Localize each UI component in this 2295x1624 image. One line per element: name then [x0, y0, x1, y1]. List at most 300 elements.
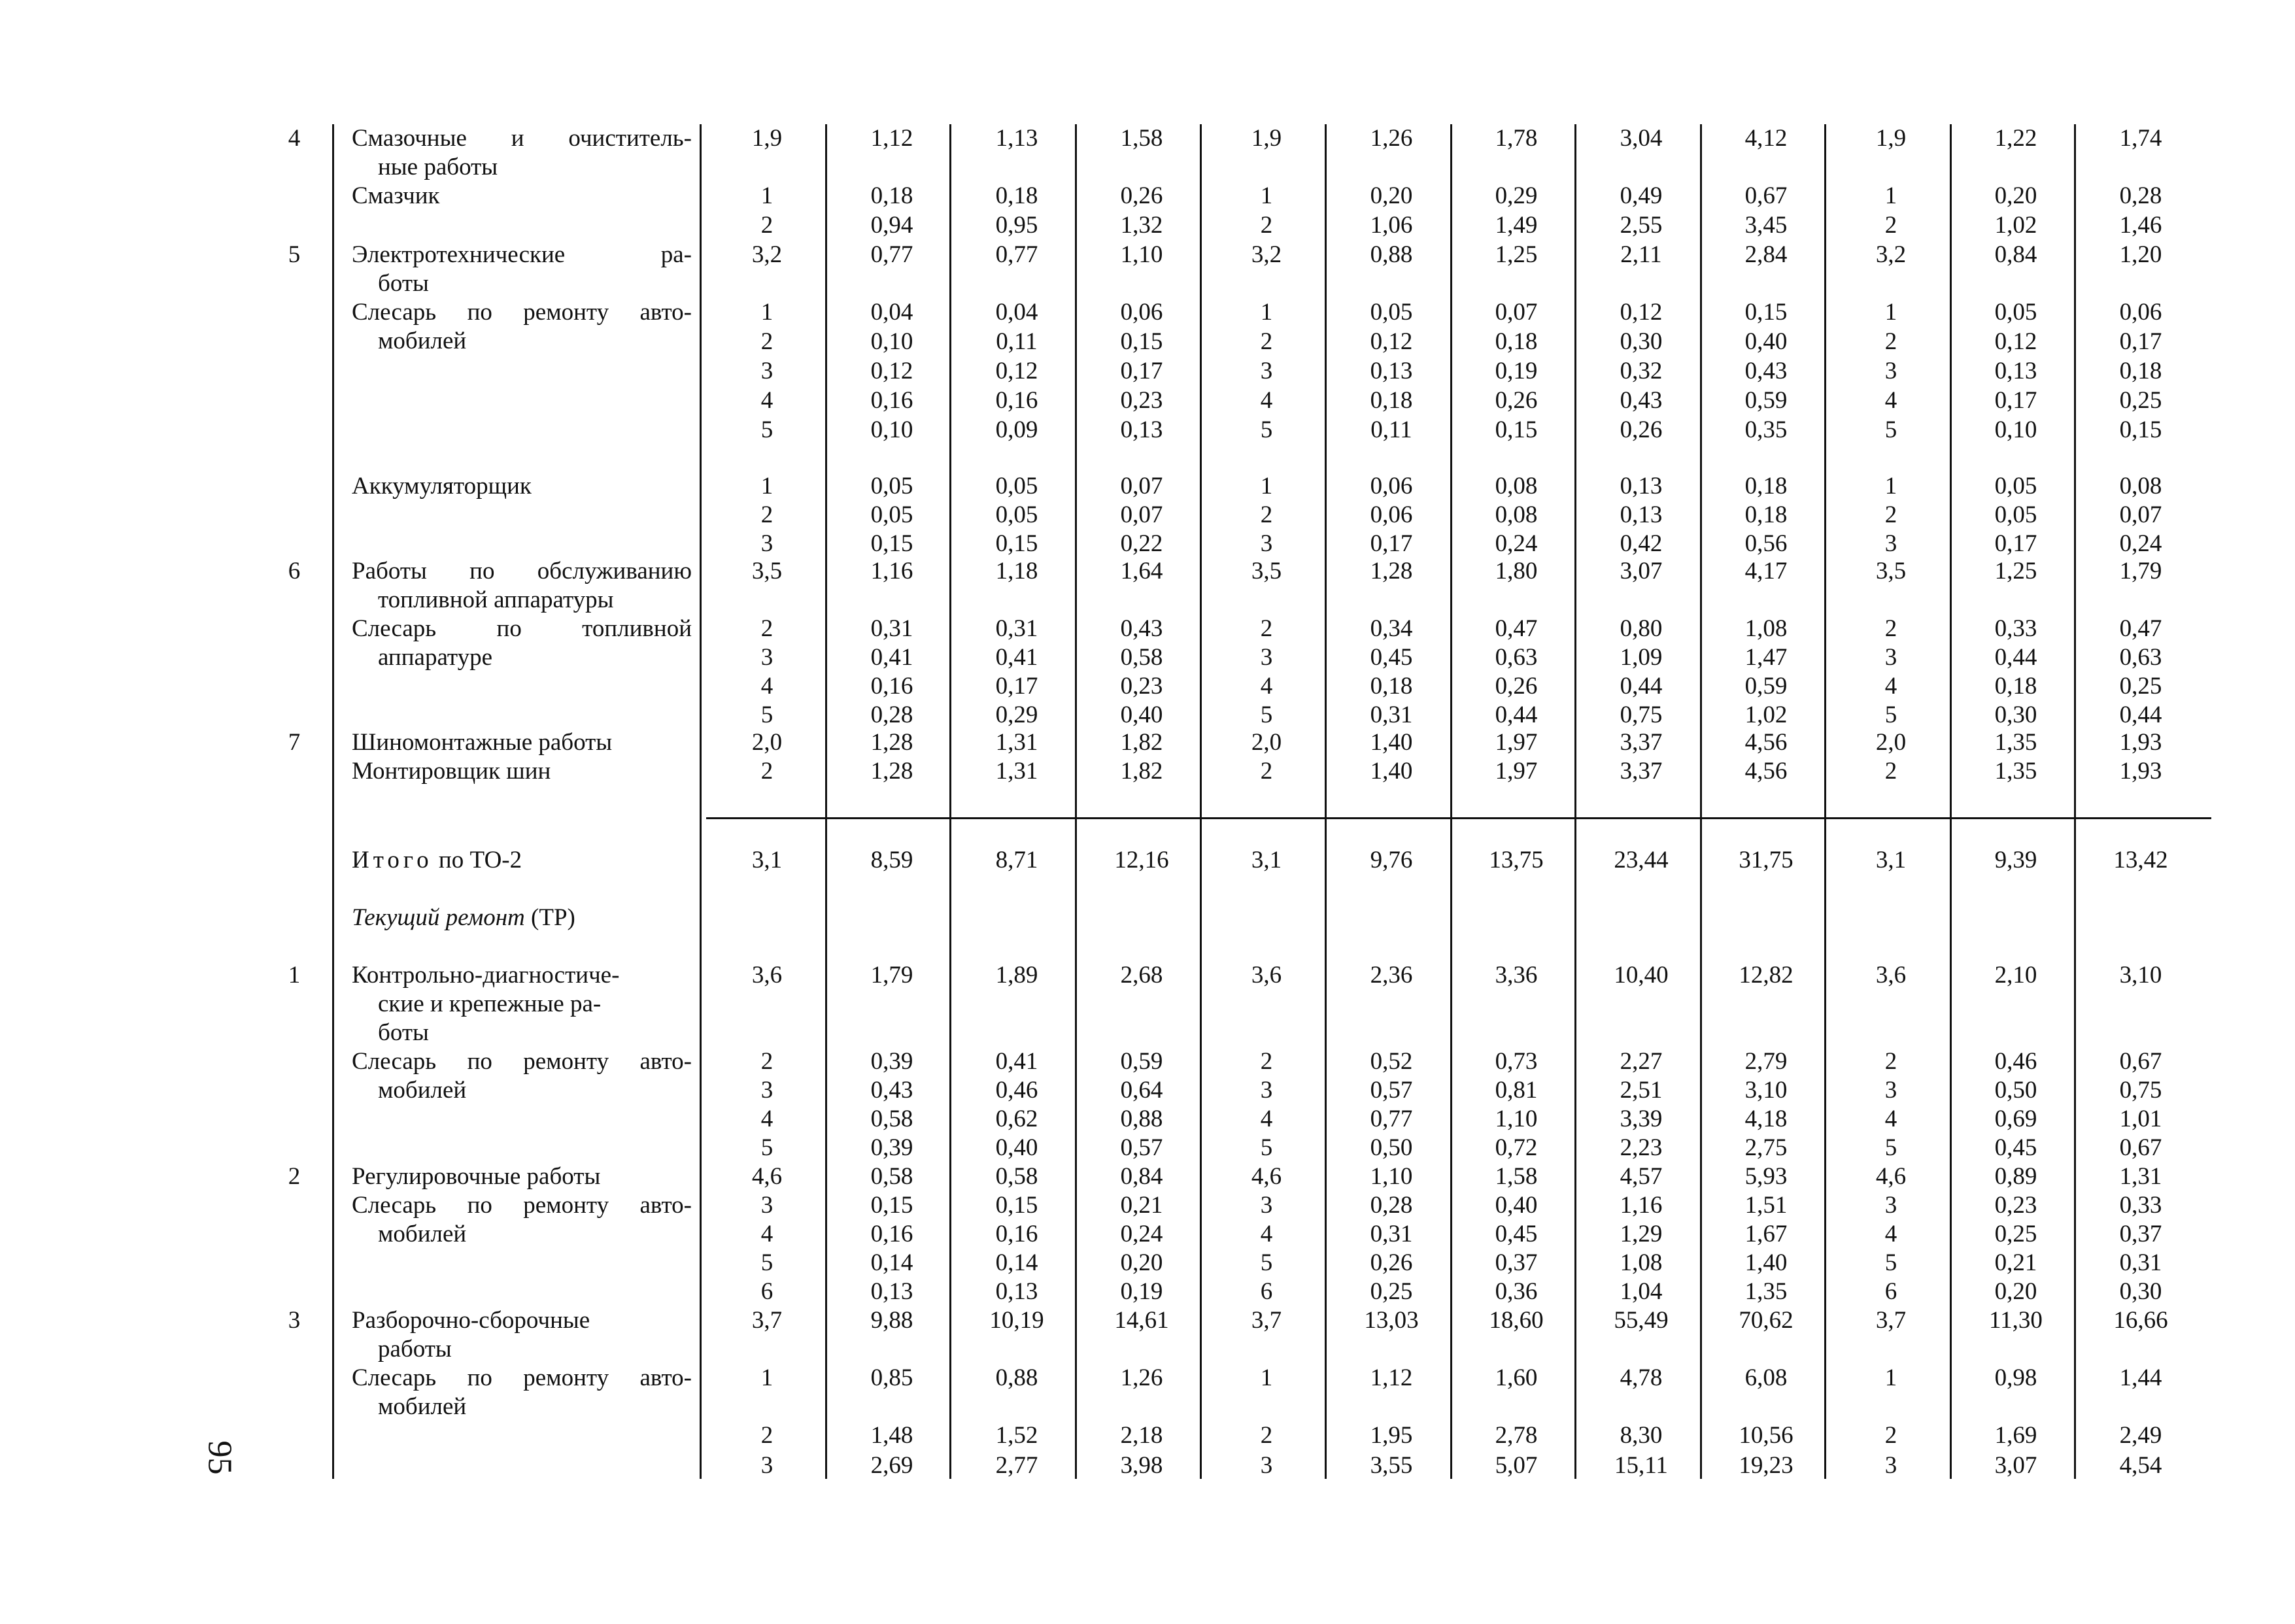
table-cell: 1,32	[1120, 212, 1163, 239]
table-cell: 0,12	[870, 358, 913, 384]
table-cell: 1,40	[1744, 1249, 1788, 1276]
column-divider	[1574, 124, 1576, 1479]
table-cell: 2,10	[1994, 962, 2037, 989]
table-cell: 0,45	[1994, 1134, 2037, 1161]
table-cell: 0,24	[1120, 1221, 1163, 1247]
table-cell: 1,49	[1495, 212, 1538, 239]
table-cell: 0,26	[1120, 182, 1163, 209]
table-cell: 0,11	[996, 328, 1038, 355]
row-index: 1	[288, 962, 301, 989]
table-cell: 4,18	[1744, 1106, 1788, 1132]
table-cell: 0,18	[870, 182, 913, 209]
table-cell: 5	[1260, 702, 1273, 728]
table-cell: 2	[760, 615, 774, 642]
table-cell: 4	[1260, 1106, 1273, 1132]
work-type-name: ные работы	[378, 154, 498, 180]
table-cell: 0,45	[1370, 644, 1413, 671]
table-cell: 0,10	[870, 416, 913, 443]
row-index: 2	[288, 1163, 301, 1190]
table-cell: 3	[1884, 358, 1897, 384]
table-cell: 0,23	[1994, 1192, 2037, 1219]
table-cell: 1,35	[1994, 729, 2037, 756]
table-cell: 0,11	[1370, 416, 1412, 443]
table-cell: 0,20	[1120, 1249, 1163, 1276]
table-cell: 0,67	[1744, 182, 1788, 209]
table-cell: 0,69	[1994, 1106, 2037, 1132]
table-cell: 0,05	[870, 473, 913, 499]
table-cell: 6	[760, 1278, 774, 1305]
table-cell: 0,44	[2119, 702, 2162, 728]
table-cell: 0,31	[1370, 702, 1413, 728]
table-cell: 3,55	[1370, 1452, 1413, 1479]
table-cell: 0,07	[1495, 299, 1538, 326]
table-cell: 3,6	[1251, 962, 1282, 989]
table-cell: 1,12	[870, 125, 913, 152]
total-label	[352, 846, 522, 875]
table-cell: 0,58	[1120, 644, 1163, 671]
table-cell: 9,88	[870, 1307, 913, 1334]
table-cell: 0,28	[870, 702, 913, 728]
table-cell: 0,07	[2119, 501, 2162, 528]
table-cell: 0,09	[995, 416, 1038, 443]
table-cell: 0,15	[870, 1192, 913, 1219]
table-cell: 2	[1260, 501, 1273, 528]
table-cell: 1	[1884, 299, 1897, 326]
table-cell: 1,31	[2119, 1163, 2162, 1190]
table-cell: 1,08	[1620, 1249, 1663, 1276]
table-cell: 0,05	[870, 501, 913, 528]
table-cell: 4	[760, 387, 774, 414]
table-cell: 2	[760, 212, 774, 239]
table-cell: 0,57	[1120, 1134, 1163, 1161]
work-type-name: топливной аппаратуры	[378, 586, 614, 613]
table-cell: 3,5	[751, 558, 783, 584]
table-cell: 0,13	[1620, 473, 1663, 499]
table-cell: 0,16	[870, 673, 913, 700]
table-cell: 4	[1260, 673, 1273, 700]
table-cell: 0,31	[870, 615, 913, 642]
table-cell: 0,39	[870, 1134, 913, 1161]
table-cell: 0,06	[2119, 299, 2162, 326]
table-cell: 0,16	[870, 387, 913, 414]
table-cell: 0,46	[1994, 1048, 2037, 1075]
table-cell: 0,44	[1994, 644, 2037, 671]
table-cell: 5	[1884, 702, 1897, 728]
table-cell: 4,6	[751, 1163, 783, 1190]
table-cell: 3,04	[1620, 125, 1663, 152]
table-cell: 0,49	[1620, 182, 1663, 209]
table-cell: 2	[1260, 212, 1273, 239]
table-cell: 2,49	[2119, 1422, 2162, 1449]
table-cell: 1,89	[995, 962, 1038, 989]
table-cell: 0,18	[1744, 473, 1788, 499]
table-cell: 1,13	[995, 125, 1038, 152]
table-cell: 1,44	[2119, 1364, 2162, 1391]
table-cell: 0,28	[2119, 182, 2162, 209]
table-cell: 0,42	[1620, 530, 1663, 557]
table-cell: 0,04	[870, 299, 913, 326]
worker-name: Слесарь по ремонту авто-	[352, 1048, 692, 1075]
table-cell: 0,58	[995, 1163, 1038, 1190]
table-cell: 0,88	[1120, 1106, 1163, 1132]
table-cell: 0,85	[870, 1364, 913, 1391]
table-cell: 0,41	[995, 644, 1038, 671]
table-cell: 0,18	[1744, 501, 1788, 528]
table-cell: 1,16	[1620, 1192, 1663, 1219]
table-cell: 0,39	[870, 1048, 913, 1075]
row-index: 3	[288, 1307, 301, 1334]
table-cell: 0,59	[1744, 387, 1788, 414]
table-cell: 2	[1884, 1048, 1897, 1075]
table-cell: 0,63	[2119, 644, 2162, 671]
table-cell: 5	[760, 1249, 774, 1276]
table-cell: 0,10	[1994, 416, 2037, 443]
work-type-name: работы	[378, 1336, 452, 1362]
table-cell: 0,19	[1495, 358, 1538, 384]
table-cell: 0,75	[2119, 1077, 2162, 1104]
table-cell: 0,12	[1994, 328, 2037, 355]
table-cell: 1,64	[1120, 558, 1163, 584]
table-cell: 1,79	[870, 962, 913, 989]
table-cell: 0,04	[995, 299, 1038, 326]
table-cell: 0,94	[870, 212, 913, 239]
table-cell: 0,33	[2119, 1192, 2162, 1219]
table-cell: 55,49	[1614, 1307, 1669, 1334]
table-cell: 13,03	[1364, 1307, 1419, 1334]
table-cell: 1,58	[1495, 1163, 1538, 1190]
table-cell: 0,28	[1370, 1192, 1413, 1219]
table-cell: 0,50	[1370, 1134, 1413, 1161]
section-heading-title: Текущий ремонт	[352, 904, 525, 931]
table-cell: 1,9	[1875, 125, 1907, 152]
table-cell: 15,11	[1614, 1452, 1668, 1479]
table-cell: 0,98	[1994, 1364, 2037, 1391]
table-cell: 0,75	[1620, 702, 1663, 728]
table-cell: 3	[1260, 1452, 1273, 1479]
table-cell: 2	[760, 328, 774, 355]
table-cell: 1,52	[995, 1422, 1038, 1449]
table-cell: 3	[1884, 1452, 1897, 1479]
table-cell: 1,20	[2119, 241, 2162, 268]
table-cell: 8,30	[1620, 1422, 1663, 1449]
table-cell: 3	[760, 1077, 774, 1104]
table-cell: 4,6	[1875, 1163, 1907, 1190]
table-cell: 2,68	[1120, 962, 1163, 989]
table-cell: 2	[1260, 615, 1273, 642]
table-cell: 2	[1260, 1048, 1273, 1075]
table-cell: 1,31	[995, 758, 1038, 785]
worker-name: мобилей	[378, 1393, 467, 1420]
row-index: 4	[288, 125, 301, 152]
table-cell: 0,80	[1620, 615, 1663, 642]
table-cell: 0,88	[1370, 241, 1413, 268]
total-label-scope: по ТО-2	[438, 847, 522, 873]
table-cell: 3,2	[1875, 241, 1907, 268]
table-cell: 0,63	[1495, 644, 1538, 671]
table-cell: 1,25	[1994, 558, 2037, 584]
table-cell: 0,40	[1744, 328, 1788, 355]
table-cell: 5	[1884, 416, 1897, 443]
table-cell: 0,15	[1120, 328, 1163, 355]
table-cell: 0,25	[1994, 1221, 2037, 1247]
table-cell: 0,58	[870, 1106, 913, 1132]
table-cell: 1,82	[1120, 729, 1163, 756]
table-cell: 1,69	[1994, 1422, 2037, 1449]
table-cell: 1,40	[1370, 758, 1413, 785]
table-cell: 4	[1884, 1106, 1897, 1132]
table-cell: 0,13	[1370, 358, 1413, 384]
table-cell: 0,59	[1744, 673, 1788, 700]
table-cell: 3	[1260, 1077, 1273, 1104]
table-cell: 0,05	[1370, 299, 1413, 326]
table-cell: 0,30	[2119, 1278, 2162, 1305]
worker-name: Слесарь по ремонту авто-	[352, 299, 692, 326]
work-type-name: Регулировочные работы	[352, 1163, 601, 1190]
table-cell: 0,08	[2119, 473, 2162, 499]
table-cell: 2	[760, 758, 774, 785]
table-cell: 1	[1260, 473, 1273, 499]
table-cell: 1,28	[1370, 558, 1413, 584]
row-index: 7	[288, 729, 301, 756]
table-cell: 0,15	[995, 1192, 1038, 1219]
table-cell: 1,74	[2119, 125, 2162, 152]
table-cell: 1	[760, 299, 774, 326]
table-cell: 0,25	[2119, 673, 2162, 700]
table-cell: 0,45	[1495, 1221, 1538, 1247]
table-cell: 0,05	[995, 501, 1038, 528]
table-cell: 1	[1884, 1364, 1897, 1391]
column-divider	[2074, 124, 2076, 1479]
table-cell: 0,26	[1370, 1249, 1413, 1276]
table-cell: 1,93	[2119, 729, 2162, 756]
table-cell: 3,1	[751, 847, 783, 873]
table-cell: 0,40	[1495, 1192, 1538, 1219]
table-cell: 1,02	[1994, 212, 2037, 239]
table-cell: 0,20	[1370, 182, 1413, 209]
table-cell: 1,04	[1620, 1278, 1663, 1305]
table-cell: 5	[1260, 416, 1273, 443]
table-cell: 2	[1884, 212, 1897, 239]
table-cell: 3,1	[1251, 847, 1282, 873]
table-cell: 0,18	[2119, 358, 2162, 384]
table-cell: 0,77	[1370, 1106, 1413, 1132]
column-divider	[1325, 124, 1327, 1479]
table-cell: 0,17	[1370, 530, 1413, 557]
table-cell: 0,56	[1744, 530, 1788, 557]
table-cell: 1,93	[2119, 758, 2162, 785]
table-cell: 10,40	[1614, 962, 1669, 989]
table-cell: 1	[1260, 182, 1273, 209]
table-cell: 16,66	[2113, 1307, 2168, 1334]
table-cell: 0,67	[2119, 1134, 2162, 1161]
worker-name: Смазчик	[352, 182, 440, 209]
table-cell: 3,7	[1875, 1307, 1907, 1334]
table-cell: 1,28	[870, 729, 913, 756]
work-type-name: Разборочно-сборочные	[352, 1307, 590, 1334]
table-cell: 18,60	[1489, 1307, 1544, 1334]
table-cell: 14,61	[1114, 1307, 1169, 1334]
table-cell: 1,22	[1994, 125, 2037, 152]
table-cell: 0,15	[1495, 416, 1538, 443]
table-cell: 1,48	[870, 1422, 913, 1449]
table-cell: 0,43	[1744, 358, 1788, 384]
table-cell: 2,11	[1620, 241, 1662, 268]
column-divider	[1075, 124, 1077, 1479]
table-cell: 1,06	[1370, 212, 1413, 239]
column-divider	[825, 124, 827, 1479]
table-cell: 1,79	[2119, 558, 2162, 584]
table-cell: 8,59	[870, 847, 913, 873]
table-cell: 0,77	[870, 241, 913, 268]
table-cell: 1,26	[1120, 1364, 1163, 1391]
table-cell: 1,18	[995, 558, 1038, 584]
table-cell: 0,50	[1994, 1077, 2037, 1104]
table-cell: 9,39	[1994, 847, 2037, 873]
column-divider	[700, 124, 702, 1479]
table-cell: 0,14	[995, 1249, 1038, 1276]
table-cell: 0,26	[1495, 673, 1538, 700]
table-cell: 0,08	[1495, 501, 1538, 528]
table-cell: 0,13	[870, 1278, 913, 1305]
table-cell: 0,14	[870, 1249, 913, 1276]
table-cell: 1,46	[2119, 212, 2162, 239]
table-cell: 0,32	[1620, 358, 1663, 384]
table-cell: 5	[1884, 1134, 1897, 1161]
table-cell: 5	[1260, 1249, 1273, 1276]
table-cell: 2	[760, 501, 774, 528]
row-index: 5	[288, 241, 301, 268]
worker-name: мобилей	[378, 1221, 467, 1247]
table-cell: 0,20	[1994, 1278, 2037, 1305]
table-cell: 10,56	[1739, 1422, 1794, 1449]
table-cell: 1,29	[1620, 1221, 1663, 1247]
table-cell: 5	[1260, 1134, 1273, 1161]
table-cell: 0,40	[1120, 702, 1163, 728]
table-cell: 5,93	[1744, 1163, 1788, 1190]
table-cell: 0,23	[1120, 387, 1163, 414]
table-cell: 3,1	[1875, 847, 1907, 873]
table-cell: 2,0	[1251, 729, 1282, 756]
work-type-name: Шиномонтажные работы	[352, 729, 613, 756]
table-cell: 4	[1884, 673, 1897, 700]
table-cell: 0,15	[2119, 416, 2162, 443]
table-cell: 3	[1884, 1077, 1897, 1104]
table-cell: 1,40	[1370, 729, 1413, 756]
table-cell: 4	[760, 1106, 774, 1132]
table-cell: 1,16	[870, 558, 913, 584]
table-cell: 1,10	[1370, 1163, 1413, 1190]
table-cell: 1,51	[1744, 1192, 1788, 1219]
table-cell: 3,7	[751, 1307, 783, 1334]
table-cell: 0,37	[2119, 1221, 2162, 1247]
table-cell: 2	[1884, 328, 1897, 355]
table-cell: 3,6	[751, 962, 783, 989]
column-divider	[1824, 124, 1826, 1479]
table-cell: 3	[1260, 530, 1273, 557]
table-cell: 0,17	[1120, 358, 1163, 384]
work-type-name: Смазочные и очиститель-	[352, 125, 692, 152]
table-cell: 0,31	[2119, 1249, 2162, 1276]
table-cell: 0,43	[870, 1077, 913, 1104]
column-divider	[1700, 124, 1702, 1479]
worker-name: аппаратуре	[378, 644, 493, 671]
page-number: 95	[201, 1440, 239, 1475]
table-cell: 3,5	[1251, 558, 1282, 584]
table-cell: 31,75	[1739, 847, 1794, 873]
table-cell: 3,2	[1251, 241, 1282, 268]
table-cell: 0,20	[1994, 182, 2037, 209]
column-divider	[332, 124, 334, 1479]
table-cell: 1,12	[1370, 1364, 1413, 1391]
table-cell: 0,06	[1120, 299, 1163, 326]
table-cell: 0,13	[1620, 501, 1663, 528]
table-cell: 0,16	[995, 1221, 1038, 1247]
table-cell: 3	[1260, 644, 1273, 671]
table-cell: 0,18	[995, 182, 1038, 209]
table-cell: 3,37	[1620, 729, 1663, 756]
table-cell: 0,31	[995, 615, 1038, 642]
table-cell: 2,55	[1620, 212, 1663, 239]
table-cell: 4	[760, 1221, 774, 1247]
table-cell: 0,47	[1495, 615, 1538, 642]
table-cell: 0,67	[2119, 1048, 2162, 1075]
table-cell: 2,23	[1620, 1134, 1663, 1161]
table-cell: 0,18	[1994, 673, 2037, 700]
table-cell: 4,57	[1620, 1163, 1663, 1190]
table-cell: 5	[760, 1134, 774, 1161]
table-cell: 0,29	[995, 702, 1038, 728]
table-cell: 3,10	[2119, 962, 2162, 989]
table-cell: 13,42	[2113, 847, 2168, 873]
table-cell: 19,23	[1739, 1452, 1794, 1479]
table-cell: 1,95	[1370, 1422, 1413, 1449]
worker-name: Слесарь по ремонту авто-	[352, 1192, 692, 1219]
table-cell: 8,71	[995, 847, 1038, 873]
work-type-name: боты	[378, 1019, 429, 1046]
table-cell: 0,84	[1120, 1163, 1163, 1190]
table-cell: 23,44	[1614, 847, 1669, 873]
worker-name: Слесарь по ремонту авто-	[352, 1364, 692, 1391]
column-divider	[949, 124, 951, 1479]
table-cell: 1,31	[995, 729, 1038, 756]
work-type-name: ские и крепежные ра-	[378, 990, 602, 1017]
worker-name: мобилей	[378, 1077, 467, 1104]
work-type-name: Электротехнические ра-	[352, 241, 692, 268]
table-cell: 1,35	[1744, 1278, 1788, 1305]
table-cell: 1,82	[1120, 758, 1163, 785]
table-cell: 0,31	[1370, 1221, 1413, 1247]
table-cell: 2,27	[1620, 1048, 1663, 1075]
worker-name: Аккумуляторщик	[352, 473, 532, 499]
table-cell: 2,77	[995, 1452, 1038, 1479]
table-cell: 0,06	[1370, 473, 1413, 499]
table-cell: 2,0	[1875, 729, 1907, 756]
table-cell: 2	[760, 1422, 774, 1449]
table-cell: 6	[1260, 1278, 1273, 1305]
table-cell: 1,28	[870, 758, 913, 785]
column-divider	[1200, 124, 1202, 1479]
table-cell: 0,12	[995, 358, 1038, 384]
table-cell: 5	[760, 702, 774, 728]
table-cell: 0,62	[995, 1106, 1038, 1132]
table-cell: 0,77	[995, 241, 1038, 268]
table-cell: 0,44	[1495, 702, 1538, 728]
table-cell: 0,24	[1495, 530, 1538, 557]
table-cell: 1,80	[1495, 558, 1538, 584]
table-cell: 0,23	[1120, 673, 1163, 700]
table-cell: 0,12	[1370, 328, 1413, 355]
table-cell: 0,16	[870, 1221, 913, 1247]
